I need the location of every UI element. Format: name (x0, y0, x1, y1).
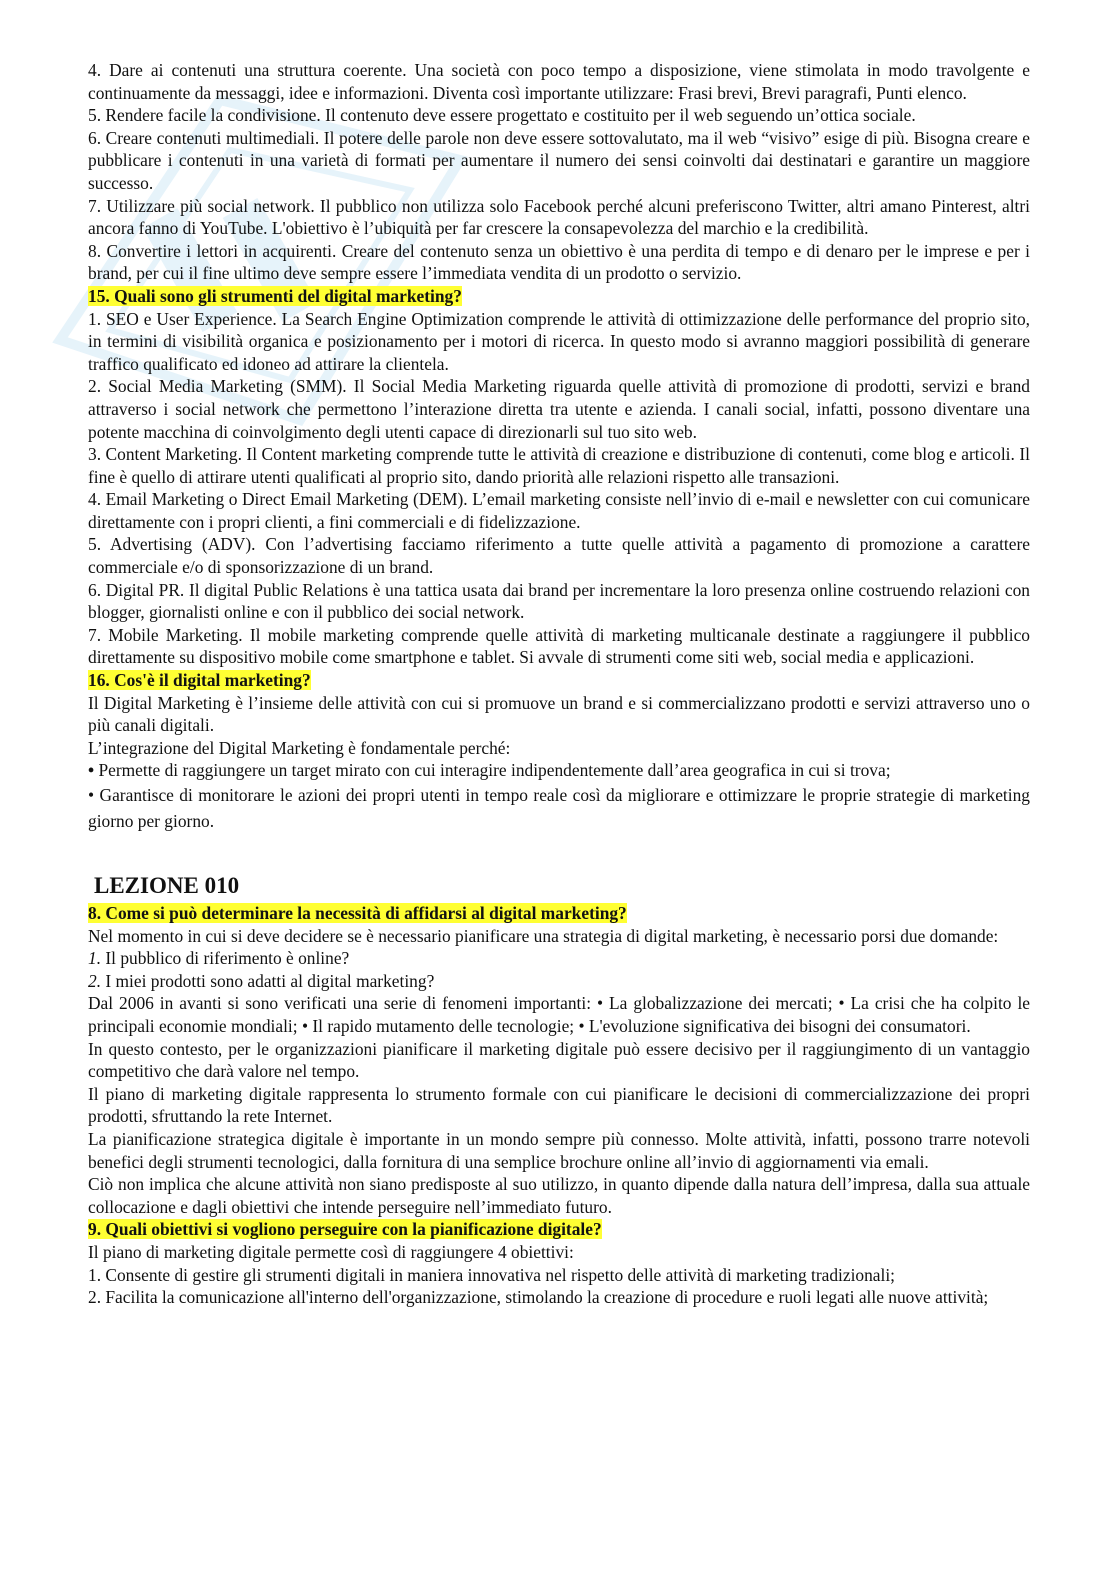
list-item: 5. Advertising (ADV). Con l’advertising facciamo riferimento a tutte quelle attività a pagamento di promozione a carattere commerciale e/o di sponsorizzazione di un brand. (88, 534, 1030, 578)
list-item: 2. Facilita la comunicazione all'interno dell'organizzazione, stimolando la creazione di procedure e ruoli legati alle nuove attività; (88, 1287, 989, 1308)
question-heading-16: 16. Cos'è il digital marketing? (88, 670, 311, 691)
paragraph: Ciò non implica che alcune attività non siano predisposte al suo utilizzo, in quanto dipende dalla natura dell’impresa, dalla sua attuale collocazione e dagli obiettivi che intende perseguire nell’immediato futuro. (88, 1174, 1030, 1217)
list-item: 6. Digital PR. Il digital Public Relations è una tattica usata dai brand per incrementare la loro presenza online costruendo relazioni con blogger, giornalisti online e con il pubblico dei social network. (88, 579, 1030, 623)
bullet-icon: • (88, 785, 95, 805)
paragraph: Il Digital Marketing è l’insieme delle attività con cui si promuove un brand e si commercializzano prodotti e servizi attraverso uno o più canali digitali. (88, 692, 1030, 736)
list-item: 7. Mobile Marketing. Il mobile marketing comprende quelle attività di marketing multicanale destinate a raggiungere il pubblico direttamente su dispositivo mobile come smartphone e tablet. Si avvale di strumenti come siti web, social media e applicazioni. (88, 624, 1030, 668)
paragraph: Nel momento in cui si deve decidere se è necessario pianificare una strategia di digital marketing, è necessario porsi due domande: (88, 925, 999, 946)
list-item: 5. Rendere facile la condivisione. Il contenuto deve essere progettato e costituito per il web seguendo un’ottica sociale. (88, 105, 916, 126)
list-item: 2. I miei prodotti sono adatti al digital marketing? (88, 970, 435, 991)
question-heading-9: 9. Quali obiettivi si vogliono perseguire con la pianificazione digitale? (88, 1219, 602, 1240)
paragraph: La pianificazione strategica digitale è importante in un mondo sempre più connesso. Molte attività, infatti, possono trarre notevoli benefici degli strumenti tecnologici, dalla fornitura di una semplice brochure online all’invio di aggiornamenti via emali. (88, 1128, 1030, 1172)
list-item: 1. Consente di gestire gli strumenti digitali in maniera innovativa nel rispetto delle attività di marketing tradizionali; (88, 1264, 896, 1285)
bullet-item: • Permette di raggiungere un target mirato con cui interagire indipendentemente dall’area geografica in cui si trova; (88, 760, 891, 781)
paragraph: Il piano di marketing digitale permette così di raggiungere 4 obiettivi: (88, 1241, 574, 1262)
list-item: 4. Dare ai contenuti una struttura coerente. Una società con poco tempo a disposizione, viene stimolata in modo travolgente e continuamente da messaggi, idee e informazioni. Diventa così importante utilizzare: Frasi brevi, Brevi paragrafi, Punti elenco. (88, 60, 1030, 103)
lesson-title: LEZIONE 010 (94, 873, 240, 898)
document-page (88, 59, 1030, 1309)
list-item: 7. Utilizzare più social network. Il pubblico non utilizza solo Facebook perché alcuni preferiscono Twitter, altri amano Pinterest, altri ancora fanno di YouTube. L'obiettivo è l’ubiquità per far crescere la consapevolezza del marchio e la credibilità. (88, 195, 1030, 239)
list-item: 1. SEO e User Experience. La Search Engine Optimization comprende le attività di ottimizzazione delle performance del proprio sito, in termini di visibilità organica e posizionamento per i motori di ricerca. In questo modo si avranno maggiori possibilità di generare traffico qualificato ed idoneo ad attirare la clientela. (88, 308, 1030, 374)
list-item: 8. Convertire i lettori in acquirenti. Creare del contenuto senza un obiettivo è una perdita di tempo e di denaro per le imprese e per i brand, per cui il fine ultimo deve sempre essere l’immediata vendita di un prodotto o servizio. (88, 240, 1030, 284)
question-heading-15: 15. Quali sono gli strumenti del digital marketing? (88, 285, 462, 306)
paragraph: In questo contesto, per le organizzazioni pianificare il marketing digitale può essere decisivo per il raggiungimento di un vantaggio competitivo che darà valore nel tempo. (88, 1038, 1030, 1082)
bullet-item: • Garantisce di monitorare le azioni dei propri utenti in tempo reale così da migliorare e ottimizzare le proprie strategie di marketing giorno per giorno. (88, 785, 1030, 831)
paragraph: Il piano di marketing digitale rappresenta lo strumento formale con cui pianificare le decisioni di commercializzazione dei propri prodotti, sfruttando la rete Internet. (88, 1083, 1030, 1127)
list-item: 6. Creare contenuti multimediali. Il potere delle parole non deve essere sottovalutato, ma il web “visivo” esige di più. Bisogna creare e pubblicare i contenuti in una varietà di formati per aumentare il numero dei sensi coinvolti dai destinatari e garantire un maggiore successo. (88, 127, 1030, 193)
list-item: 1. Il pubblico di riferimento è online? (88, 948, 350, 969)
question-heading-8: 8. Come si può determinare la necessità di affidarsi al digital marketing? (88, 903, 627, 923)
list-item: 3. Content Marketing. Il Content marketing comprende tutte le attività di creazione e distribuzione di contenuti, come blog e articoli. Il fine è quello di attirare utenti qualificati al proprio sito, dando priorità alle relazioni rispetto alle transazioni. (88, 444, 1030, 487)
list-item: 2. Social Media Marketing (SMM). Il Social Media Marketing riguarda quelle attività di promozione di prodotti, servizi e brand attraverso i social network che permettono l’interazione diretta tra utente e azienda. I canali social, infatti, possono diventare una potente macchina di coinvolgimento degli utenti capace di direzionarli sul tuo sito web. (88, 376, 1030, 442)
paragraph: L’integrazione del Digital Marketing è fondamentale perché: (88, 737, 511, 758)
bullet-icon: • (88, 760, 95, 781)
list-item: 4. Email Marketing o Direct Email Marketing (DEM). L’email marketing consiste nell’invio di e-mail e newsletter con cui comunicare direttamente con i propri clienti, a fini commerciali e di fidelizzazione. (88, 489, 1030, 532)
top-list (88, 59, 1030, 285)
paragraph: Dal 2006 in avanti si sono verificati una serie di fenomeni importanti: • La globalizzazione dei mercati; • La crisi che ha colpito le principali economie mondiali; • Il rapido mutamento delle tecnologie; • L'evoluzione significativa dei bisogni dei consumatori. (88, 993, 1030, 1036)
